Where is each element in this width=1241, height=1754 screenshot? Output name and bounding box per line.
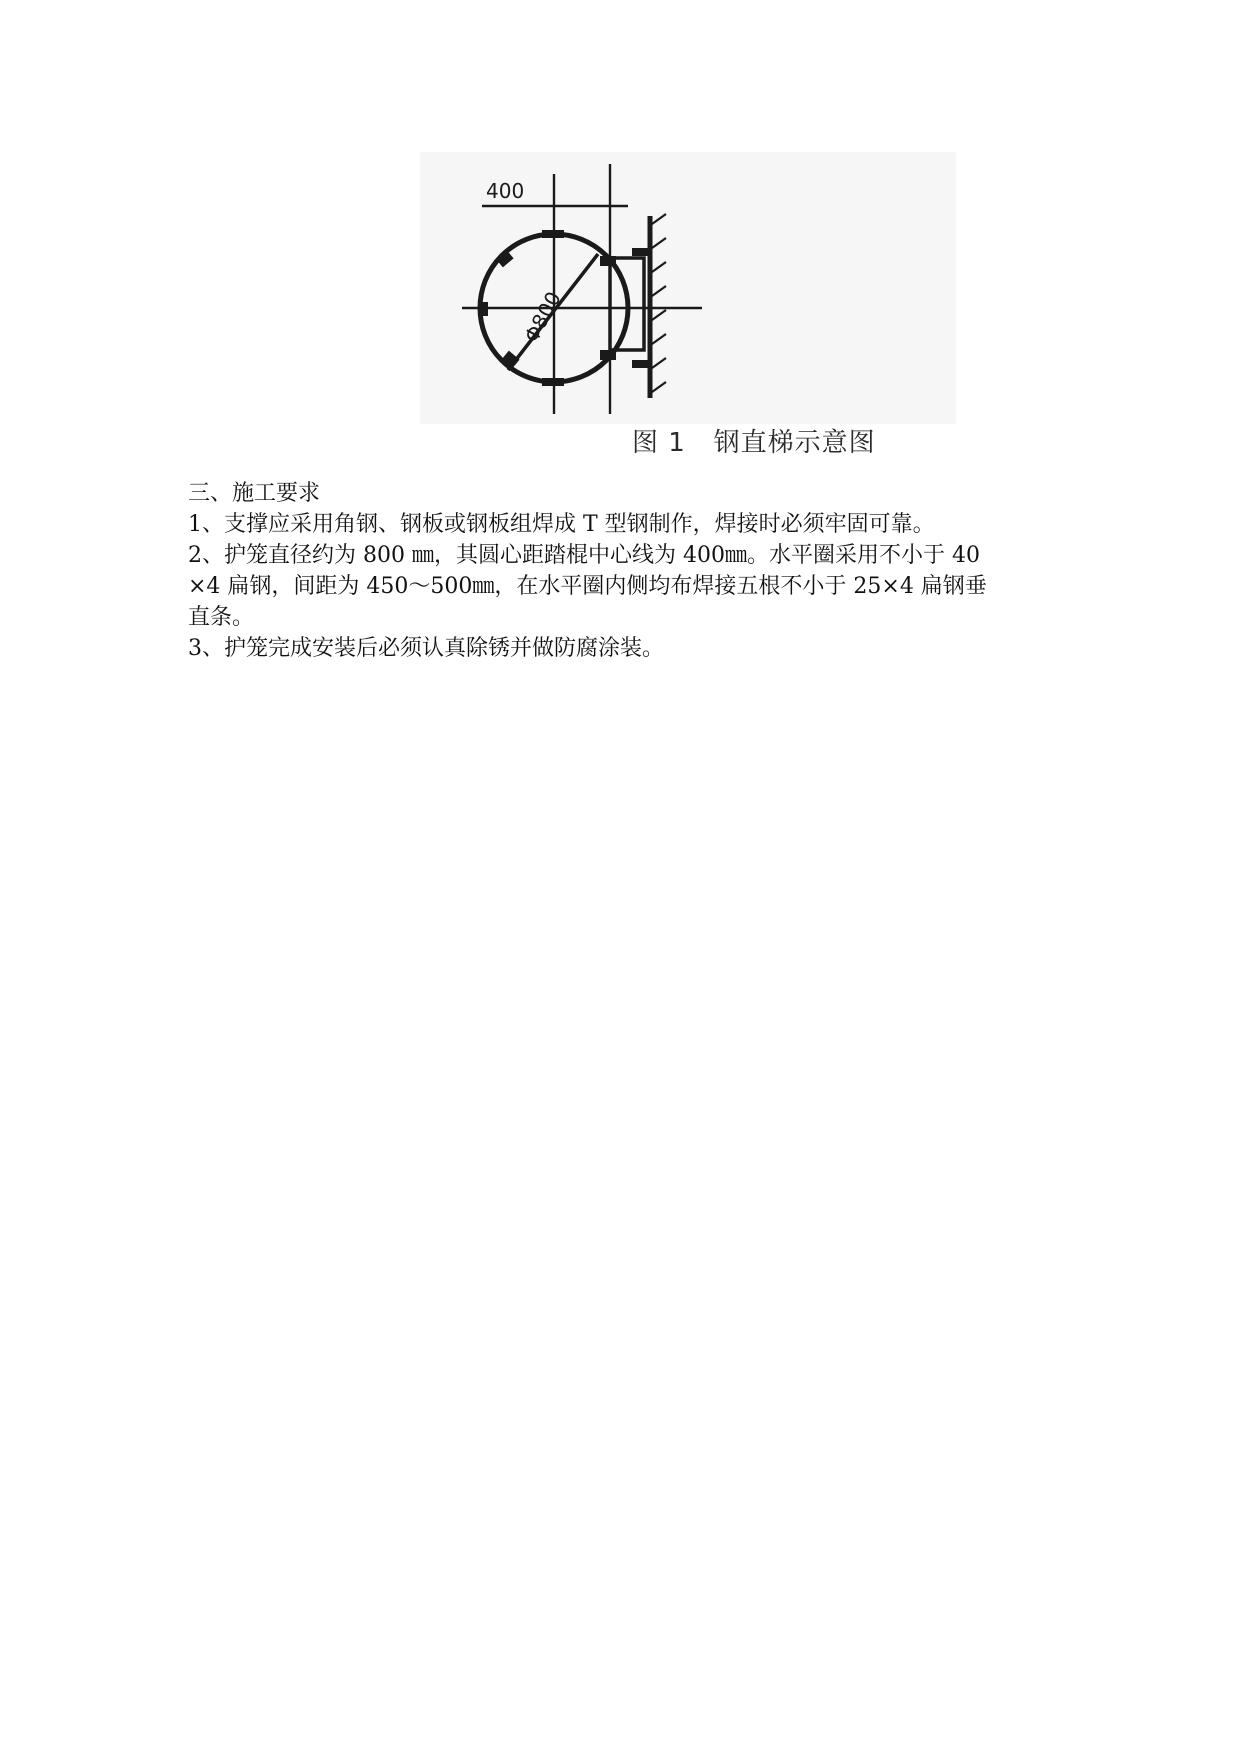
requirement-line: 3、护笼完成安装后必须认真除锈并做防腐涂装。 <box>188 636 664 661</box>
requirement-line: ×4 扁钢，间距为 450～500㎜，在水平圈内侧均布焊接五根不小于 25×4 扁钢垂 <box>188 574 987 599</box>
requirement-line: 2、护笼直径约为 800 ㎜，其圆心距踏棍中心线为 400㎜。水平圈采用不小于 40 <box>188 543 980 568</box>
section-heading: 三、施工要求 <box>188 481 321 506</box>
dimension-label: 400 <box>486 179 525 203</box>
wall-hatching <box>652 214 666 392</box>
requirement-line: 直条。 <box>188 605 255 630</box>
requirement-line: 1、支撑应采用角钢、钢板或钢板组焊成 T 型钢制作，焊接时必须牢固可靠。 <box>188 512 935 537</box>
construction-requirements <box>188 478 1068 664</box>
diameter-label: Φ800 <box>519 287 566 347</box>
ladder-cage-diagram <box>420 152 956 424</box>
figure-caption: 图 1 钢直梯示意图 <box>632 428 876 458</box>
